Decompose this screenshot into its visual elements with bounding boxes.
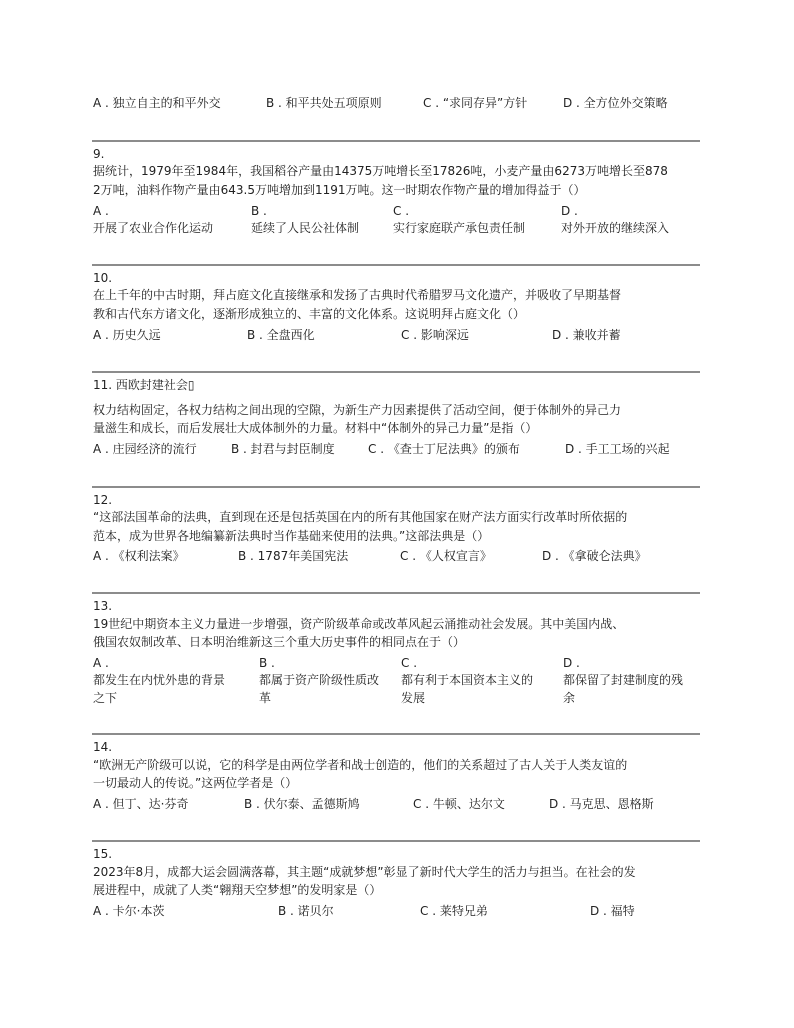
q9-option-d-letter: D . — [561, 204, 578, 218]
q13-option-a-text-1: 都发生在内忧外患的背景 — [93, 673, 226, 687]
q13-option-a-text-2: 之下 — [93, 691, 118, 705]
q15-number: 15. — [93, 847, 113, 861]
q13-option-c-text-1: 都有利于本国资本主义的 — [401, 673, 534, 687]
q15-option-c: C . 莱特兄弟 — [420, 904, 488, 918]
q13-option-c-text-2: 发展 — [401, 691, 426, 705]
q12-option-a: A . 《权利法案》 — [93, 549, 185, 563]
q9-option-c-text: 实行家庭联产承包责任制 — [393, 221, 526, 235]
q9-option-b-letter: B . — [251, 204, 267, 218]
q11-number — [93, 378, 195, 392]
separator — [92, 264, 700, 266]
q12-stem-line-2: 范本，成为世界各地编纂新法典时当作基础来使用的法典。”这部法典是（） — [93, 529, 490, 543]
q9-option-c-letter: C . — [393, 204, 410, 218]
q9-number: 9. — [93, 147, 105, 161]
q8-option-d: D . 全方位外交策略 — [563, 96, 668, 110]
q14-option-b: B . 伏尔泰、孟德斯鸠 — [244, 797, 360, 811]
q13-option-d-text-2: 余 — [563, 691, 576, 705]
q13-option-b-letter: B . — [259, 656, 275, 670]
q14-number: 14. — [93, 740, 113, 754]
q14-stem-line-2: 一切最动人的传说。”这两位学者是（） — [93, 776, 298, 790]
q13-stem-line-1: 19世纪中期资本主义力量进一步增强，资产阶级革命或改革风起云涌推动社会发展。其中美国内战、 — [93, 617, 625, 631]
q13-option-a-letter: A . — [93, 656, 109, 670]
q14-option-d: D . 马克思、恩格斯 — [549, 797, 654, 811]
q14-option-a: A . 但丁、达·芬奇 — [93, 797, 189, 811]
q12-stem-line-1: “这部法国革命的法典，直到现在还是包括英国在内的所有其他国家在财产法方面实行改革时所依据的 — [93, 510, 628, 524]
q12-option-b: B . 1787年美国宪法 — [238, 549, 349, 563]
q8-option-a: A . 独立自主的和平外交 — [93, 96, 221, 110]
q9-option-a-text: 开展了农业合作化运动 — [93, 221, 214, 235]
q11-option-b: B . 封君与封臣制度 — [231, 442, 335, 456]
separator — [92, 592, 700, 594]
q13-option-d-text-1: 都保留了封建制度的残 — [563, 673, 684, 687]
q11-option-c: C . 《查士丁尼法典》的颁布 — [368, 442, 520, 456]
q14-option-c: C . 牛顿、达尔文 — [413, 797, 505, 811]
q11-option-a: A . 庄园经济的流行 — [93, 442, 197, 456]
q15-stem-line-2: 展进程中，成就了人类“翱翔天空梦想”的发明家是（） — [93, 883, 382, 897]
q10-option-a: A . 历史久远 — [93, 328, 161, 342]
q10-stem-line-2: 教和古代东方诸文化，逐渐形成独立的、丰富的文化体系。这说明拜占庭文化（） — [93, 307, 526, 321]
q11-stem-line-1: 权力结构固定，各权力结构之间出现的空隙，为新生产力因素提供了活动空间，便于体制外的异己力 — [93, 403, 622, 417]
q15-option-a: A . 卡尔·本茨 — [93, 904, 165, 918]
q10-number: 10. — [93, 271, 113, 285]
q10-option-b: B . 全盘西化 — [247, 328, 315, 342]
q9-stem-line-1: 据统计，1979年至1984年，我国稻谷产量由14375万吨增长至17826吨，小麦产量由6273万吨增长至878 — [93, 164, 668, 178]
q13-option-b-text-1: 都属于资产阶级性质改 — [259, 673, 380, 687]
q11-stem-line-2: 量滋生和成长，而后发展壮大成体制外的力量。材料中“体制外的异己力量”是指（） — [93, 421, 538, 435]
separator — [92, 486, 700, 488]
q13-option-c-letter: C . — [401, 656, 418, 670]
q8-option-c: C . “求同存异”方针 — [423, 96, 528, 110]
q15-stem-line-1: 2023年8月，成都大运会圆满落幕，其主题“成就梦想”彰显了新时代大学生的活力与担当。在社会的发 — [93, 865, 636, 879]
q10-stem-line-1: 在上千年的中古时期，拜占庭文化直接继承和发扬了古典时代希腊罗马文化遗产，并吸收了早期基督 — [93, 288, 622, 302]
q9-stem-line-2: 2万吨，油料作物产量由643.5万吨增加到1191万吨。这一时期农作物产量的增加得益于（） — [93, 183, 586, 197]
q15-option-b: B . 诺贝尔 — [278, 904, 334, 918]
q9-option-b-text: 延续了人民公社体制 — [251, 221, 360, 235]
q10-option-c: C . 影响深远 — [401, 328, 469, 342]
q12-number: 12. — [93, 493, 113, 507]
q13-option-b-text-2: 革 — [259, 691, 272, 705]
separator — [92, 140, 700, 142]
q14-stem-line-1: “欧洲无产阶级可以说，它的科学是由两位学者和战士创造的，他们的关系超过了古人关于人类友谊的 — [93, 758, 628, 772]
q13-option-d-letter: D . — [563, 656, 580, 670]
missing-glyph-icon: ▯ — [187, 378, 195, 392]
q9-option-d-text: 对外开放的继续深入 — [561, 221, 670, 235]
separator — [92, 840, 700, 842]
q13-number: 13. — [93, 599, 113, 613]
q12-option-c: C . 《人权宣言》 — [400, 549, 492, 563]
q13-stem-line-2: 俄国农奴制改革、日本明治维新这三个重大历史事件的相同点在于（） — [93, 635, 466, 649]
separator — [92, 733, 700, 735]
q12-option-d: D . 《拿破仑法典》 — [542, 549, 647, 563]
q9-option-a-letter: A . — [93, 204, 109, 218]
q8-option-b: B . 和平共处五项原则 — [266, 96, 382, 110]
q10-option-d: D . 兼收并蓄 — [552, 328, 621, 342]
q11-number-text: 11. 西欧封建社会 — [93, 378, 188, 392]
q11-option-d: D . 手工工场的兴起 — [565, 442, 670, 456]
q15-option-d: D . 福特 — [590, 904, 635, 918]
separator — [92, 371, 700, 373]
